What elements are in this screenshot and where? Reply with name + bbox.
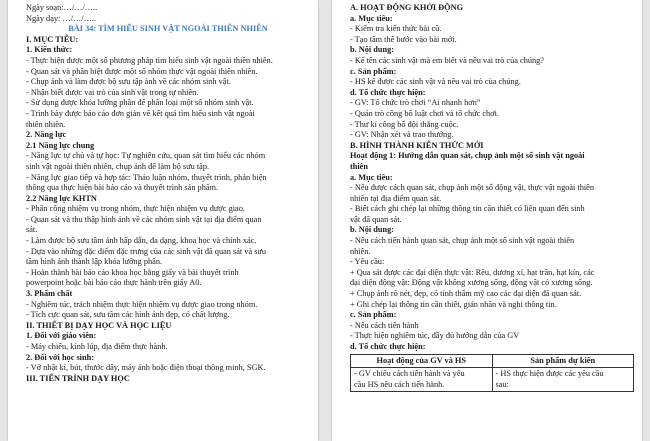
table-cell-line: sau: [495,379,509,389]
text-line: - Phân công nhiệm vụ trong nhóm, thực hiện nhiệm vụ được giao. [26,204,245,214]
table-header-cell: Hoạt động của GV và HS [351,354,493,368]
table-cell [492,368,634,392]
section-heading: I. MỤC TIÊU: [26,34,79,44]
section-heading: III. TIẾN TRÌNH DẠY HỌC [26,373,130,383]
text-line: vật đã quan sát. [350,214,402,224]
text-line: - Làm được bộ sưu tầm ảnh hấp dẫn, đa dạng, khoa học và chính xác. [26,236,257,246]
text-line: - Chụp ảnh và làm được bộ sưu tập ảnh về các nhóm sinh vật. [26,77,231,87]
text-line: - Thư kí công bố đội thắng cuộc. [350,119,459,129]
activity-table [350,354,634,393]
text-line: sinh vật ngoài thiên nhiên, chụp ảnh để làm bộ sưu tập. [26,161,210,171]
table-cell-line: - HS thực hiện được các yêu cầu [495,369,604,379]
text-line: - GV: Nhận xét và trao thưởng. [350,130,454,140]
section-heading: 3. Phẩm chất [26,289,73,299]
table-row [351,368,634,392]
text-line: - GV: Tổ chức trò chơi “Ai nhanh hơn” [350,98,481,108]
text-line: đại diện động vật: Động vật không xương sống, động vật có xương sống. [350,278,593,288]
page-left-content [26,3,310,384]
text-line: powerpoint hoặc bài báo cáo thực hành trên giấy A0. [26,278,202,288]
text-line: - Tạo tâm thế bước vào bài mới. [350,34,457,44]
section-heading: 2.1 Năng lực chung [26,140,95,150]
section-heading: b. Nội dung: [350,45,395,55]
table-cell-line: - GV chiếu cách tiến hành và yêu [354,369,465,379]
section-heading: c. Sản phẩm: [350,66,397,76]
text-line: + Chụp ảnh rõ nét, đẹp, có tính thẩm mỹ cao các đại diện đã quan sát. [350,289,582,299]
section-heading: c. Sản phẩm: [350,310,397,320]
document-page-right [332,0,642,441]
text-line: - Máy chiếu, kính lúp, địa điểm thực hành. [26,342,168,351]
section-heading: b. Nội dung: [350,225,395,235]
section-heading: B. HÌNH THÀNH KIẾN THỨC MỚI [350,140,484,150]
text-line: - Thực hiện nghiêm túc, đầy đủ hướng dẫn của GV [350,331,520,341]
text-line: - HS kể được các sinh vật và nêu vai trò của chúng. [350,77,521,87]
section-heading: 1. Kiến thức: [26,45,73,55]
section-heading: A. HOẠT ĐỘNG KHỞI ĐỘNG [350,3,464,12]
section-heading: 2.2 Năng lực KHTN [26,193,97,203]
text-line: - Nêu cách tiến hành quan sát, chụp ảnh một số sinh vật ngoài thiên [350,236,575,246]
text-line: - Vở nhật kí, bút, thước dây, máy ảnh hoặc điện thoại thông minh, SGK. [26,363,266,373]
text-line: - Kể tên các sinh vật mà em biết và nêu vai trò của chúng? [350,55,544,65]
table-cell [351,368,493,392]
text-line: + Qua sát được các đại diện thực vật: Rêu, dương xỉ, hạt trần, hạt kín, các [350,267,595,277]
text-line: thiên nhiên. [26,119,66,129]
page-right-content [350,3,634,392]
table-cell-line: cầu HS nêu cách tiến hành. [354,379,445,389]
text-line: - Sử dụng được khóa lưỡng phân để phân loại một số nhóm sinh vật. [26,98,254,108]
text-line: - Thực hiện được một số phương pháp tìm hiểu sinh vật ngoài thiên nhiên. [26,55,273,65]
text-line: - Quan sát và thu thập hình ảnh về các nhóm sinh vật tại địa điểm quan [26,214,262,224]
section-heading: 2. Năng lực [26,130,67,140]
text-line: - Dựa vào những đặc điểm đặc trưng của các sinh vật đã quan sát và sưu [26,246,267,256]
text-line: - Nghiêm túc, trách nhiệm thực hiện nhiệm vụ được giao trong nhóm. [26,299,258,309]
text-line: - Nhận biết được vai trò của sinh vật trong tự nhiên. [26,87,199,97]
text-line: - Năng lực giao tiếp và hợp tác: Thảo luận nhóm, thuyết trình, phản biện [26,172,267,182]
text-line: - Tích cực quan sát, sưu tầm các hình ảnh đẹp, có chất lượng. [26,310,230,320]
text-line: sát. [26,225,38,235]
text-line: - Quán trò công bố luật chơi và tổ chức chơi. [350,108,499,118]
section-heading: II. THIẾT BỊ DẠY HỌC VÀ HỌC LIỆU [26,320,172,330]
lesson-title: BÀI 34: TÌM HIỂU SINH VẬT NGOÀI THIÊN NHIÊN [68,24,268,34]
text-line: - Quan sát và phân biệt được một số nhóm thực vật ngoài thiên nhiên. [26,66,258,76]
text-line: - Nêu được cách quan sát, chụp ảnh một số động vật, thực vật ngoài thiên [350,183,595,193]
section-heading: a. Mục tiêu: [350,172,393,182]
text-line: tầm hình ảnh thành lập khóa lưỡng phân. [26,257,163,267]
text-line: - Nêu cách tiến hành [350,320,419,330]
section-heading: a. Mục tiêu: [350,13,393,23]
text-line: - Trình bày được báo cáo đơn giản về kết quả tìm hiểu sinh vật ngoài [26,108,255,118]
section-heading: Hoạt động 1: Hướng dẫn quan sát, chụp ảnh một số sinh vật ngoài [350,151,585,161]
table-header-cell: Sản phẩm dự kiến [492,354,634,368]
text-line: - Yêu cầu: [350,257,385,267]
section-heading: d. Tổ chức thực hiện: [350,87,426,97]
text-line: - Biết cách ghi chép lại những thông tin cần thiết có liên quan đến sinh [350,204,585,214]
text-line: Ngày soạn:…/…/….. [26,3,98,12]
text-line: + Ghi chép lại thông tin cần thiết, giản nhãn và nghi thông tin. [350,299,557,309]
section-heading: 1. Đối với giáo viên: [26,331,97,341]
text-line: - Năng lực tự chủ và tự học: Tự nghiên cứu, quan sát tìm hiểu các nhóm [26,151,266,161]
section-heading: 2. Đối với học sinh: [26,352,94,362]
section-heading: thiên [350,161,368,171]
text-line: Ngày dạy: …/…/….. [26,13,97,23]
text-line: thông qua thực hiện bài báo cáo và thuyết trình sản phẩm. [26,183,219,193]
text-line: nhiên. [350,246,371,256]
text-line: - Kiểm tra kiến thức bài cũ. [350,24,442,34]
document-page-left [8,0,318,441]
text-line: nhiên tại địa điểm quan sát. [350,193,442,203]
text-line: - Hoàn thành bài báo cáo khoa học bằng giấy và bài thuyết trình [26,267,239,277]
section-heading: d. Tổ chức thực hiện: [350,342,426,351]
